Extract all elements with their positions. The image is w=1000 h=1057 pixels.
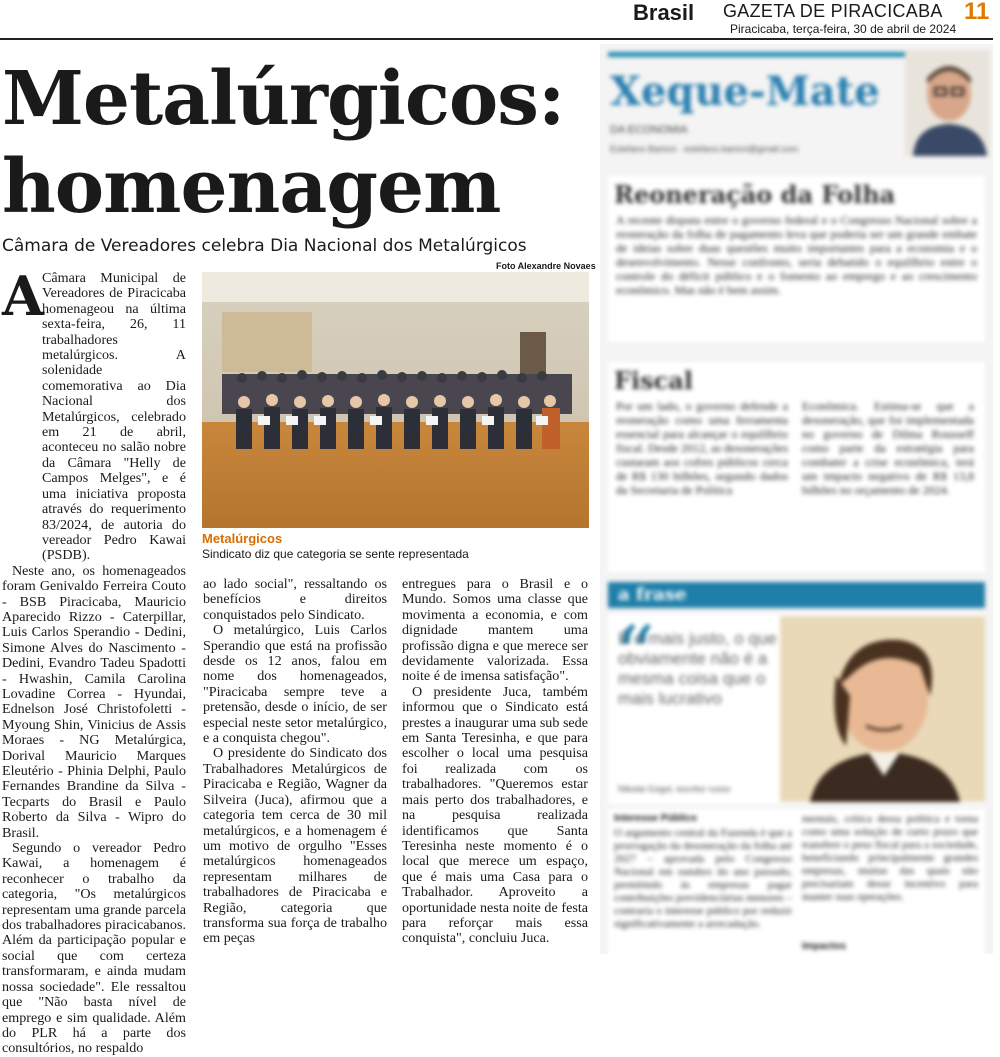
paragraph: O presidente Juca, também informou que o Sindicato está prestes a inaugurar uma sub sede em Santa Teresinha, e que para escolher o local uma pesquisa foi realizada com os trabalhadores. "Queremos estar mais perto dos trabalhadores, e na pesquisa realizada identificamos que Santa Teresinha neste momento é o local que merece um espaço, que é mais uma Casa para o Trabalhador. Aproveito a oportunidade nesta noite de festa para reforçar mais essa conquista", concluiu Juca. (402, 683, 588, 947)
headline-line-2: homenagem (2, 144, 501, 230)
column-subtitle: DA ECONOMIA (610, 124, 688, 136)
frase-title: a frase (618, 584, 687, 605)
article-photo (202, 272, 589, 528)
sidebar-section-reoneracao (608, 176, 985, 342)
caption-title: Metalúrgicos (202, 531, 283, 546)
section-title: Reoneração da Folha (614, 180, 896, 209)
bottom-heading: Interesse Público (614, 813, 697, 824)
quote-text: É o mais justo, o que obviamente não é a mesma coisa que o mais lucrativo (618, 629, 777, 708)
quote-author: Nikolai Gogol, escritor russo (618, 784, 731, 794)
page-number: 11 (964, 0, 990, 25)
photo-crowd (222, 354, 572, 454)
paragraph: Neste ano, os homenageados foram Genivaldo Ferreira Couto - BSB Piracicaba, Mauricio Aparecido Rizzo - Caterpillar, Luis Carlos Sperandio - Dedini, Simone Alves do Nascimento - Dedini, Evandro Tadeu Spadotti - Hwashin, Camila Carolina Lovadine Correa - Hyundai, Ednelson José Christofoletti - Myoung Shin, Vinicius de Assis Moraes - NG Metalúrgica, Dorival Mauricio Marques Eleutério - Phinia Delphi, Paulo Fernandes Brandine da Silva - Tecparts do Brasil e Paulo Roberto da Silva - Wipro do Brasil. (2, 562, 186, 841)
article-headline (2, 55, 592, 231)
section-text: Por um lado, o governo defende a reoneração como uma ferramenta essencial para alcançar o equilíbrio fiscal. Desde 2012, as desonerações custaram aos cofres públicos cerca de R$ 130 bilhões, segundo dados da Secretaria de Política (616, 399, 788, 497)
paragraph: Segundo o vereador Pedro Kawai, a homenagem é reconhecer o trabalho da categoria, "Os metalúrgicos representam uma grande parcela dos trabalhadores piracicabanos. Além da participação popular e social que com certeza transformaram, e ainda mudam nossa sociedade". Ele ressaltou que "Não basta nível de emprego e sim qualidade. Além do PLR há a parte dos consultórios, no respaldo (2, 840, 186, 1057)
column-title: Xeque-Mate (610, 68, 880, 115)
section-text: A recente disputa entre o governo federal e o Congresso Nacional sobre a reoneração da folha de pagamento leva que poderia ser um grande embate de ideias sobre duas questões muito importantes para a economia e o desenvolvimento. Nesse confronto, seria debatido o equilíbrio entre o controle do déficit público e o fomento ao emprego e ao crescimento econômico. Mas não é bem assim. (616, 213, 977, 297)
newspaper-name: GAZETA DE PIRACICABA (723, 1, 943, 21)
headline-line-1: Metalúrgicos: (2, 56, 565, 142)
caption-text: Sindicato diz que categoria se sente representada (202, 547, 469, 561)
quote-mark-icon: “ (614, 609, 655, 702)
bottom-text: mentais, critica dessa política e torna como uma solução de curto prazo que transfere o peso fiscal para a sociedade, beneficiando principalmente grandes empresas, muitas das quais não precisariam desse incentivo para manter suas operações. (802, 813, 978, 903)
bottom-heading: Impactos (802, 941, 846, 952)
issue-date: Piracicaba, terça-feira, 30 de abril de 2024 (730, 22, 957, 36)
section-text: Econômica. Estima-se que a desoneração, que foi implementada no governo de Dilma Rousseff como parte da estratégia para combater a crise econômica, terá um impacto negativo de R$ 13,8 bilhões no orçamento de 2024. (802, 399, 974, 497)
paragraph: entregues para o Brasil e o Mundo. Somos uma classe que movimenta a economia, e com dignidade mantem uma profissão digna e que merece ser devidamente valorizada. Essa noite é de imensa satisfação". (402, 576, 588, 685)
sidebar-bottom-columns (608, 809, 985, 959)
header-rule (0, 38, 993, 40)
page-header (0, 0, 1000, 40)
paragraph: O presidente do Sindicato dos Trabalhadores Metalúrgicos de Piracicaba e Região, Wagner da Silveira (Juca), afirmou que a categoria tem cerca de 30 mil metalúrgicos, e a homenagem é um motivo de orgulho "Esses metalúrgicos homenageados representam milhares de trabalhadores de Piracicaba e Região, categoria que transforma sua força de trabalho em peças (203, 745, 387, 947)
article-column-1 (2, 264, 186, 1057)
paragraph: O metalúrgico, Luis Carlos Sperandio que está na profissão desde os 12 anos, falou em nome dos homenageados, "Piracicaba sempre teve a pretensão, desde o início, de ser especial neste setor metalúrgico, e a conquista chegou". (203, 622, 387, 747)
sidebar-column (600, 44, 993, 954)
paragraph: Câmara Municipal de Vereadores de Piracicaba homenageou na última sexta-feira, 26, 11 trabalhadores metalúrgicos. A solenidade comemorativa ao Dia Nacional dos Metalúrgicos, celebrado em 21 de abril, aconteceu no salão nobre da Câmara "Helly de Campos Melges", e é uma iniciativa proposta através do requerimento 83/2024, de autoria do vereador Pedro Kawai (PSDB). (42, 270, 186, 564)
author-portrait (905, 50, 990, 156)
drop-cap: A (2, 264, 44, 328)
quote-author-portrait (780, 616, 985, 802)
paragraph: ao lado social", ressaltando os benefícios e direitos conquistados pelo Sindicato. (203, 576, 387, 623)
column-author: Estefano Barioni · estefano.barioni@gmail.com (610, 144, 799, 154)
photo-credit: Foto Alexandre Novaes (496, 261, 596, 271)
section-title: Fiscal (614, 366, 693, 395)
bottom-text: O argumento central da Fazenda é que a prorrogação da desoneração da folha até 2027 – aprovada pelo Congresso Nacional em outubro do ano passado, permitindo às empresas pagar contribuições previdenciárias menores – contraria o interesse público por reduzir significativamente a arrecadação. (614, 827, 792, 930)
article-subhead: Câmara de Vereadores celebra Dia Nacional dos Metalúrgicos (2, 236, 527, 256)
article-column-3 (402, 577, 588, 947)
article-column-2 (203, 577, 387, 947)
sidebar-section-fiscal (608, 362, 985, 572)
section-label: Brasil (633, 0, 695, 25)
photo-ceiling (202, 272, 589, 302)
